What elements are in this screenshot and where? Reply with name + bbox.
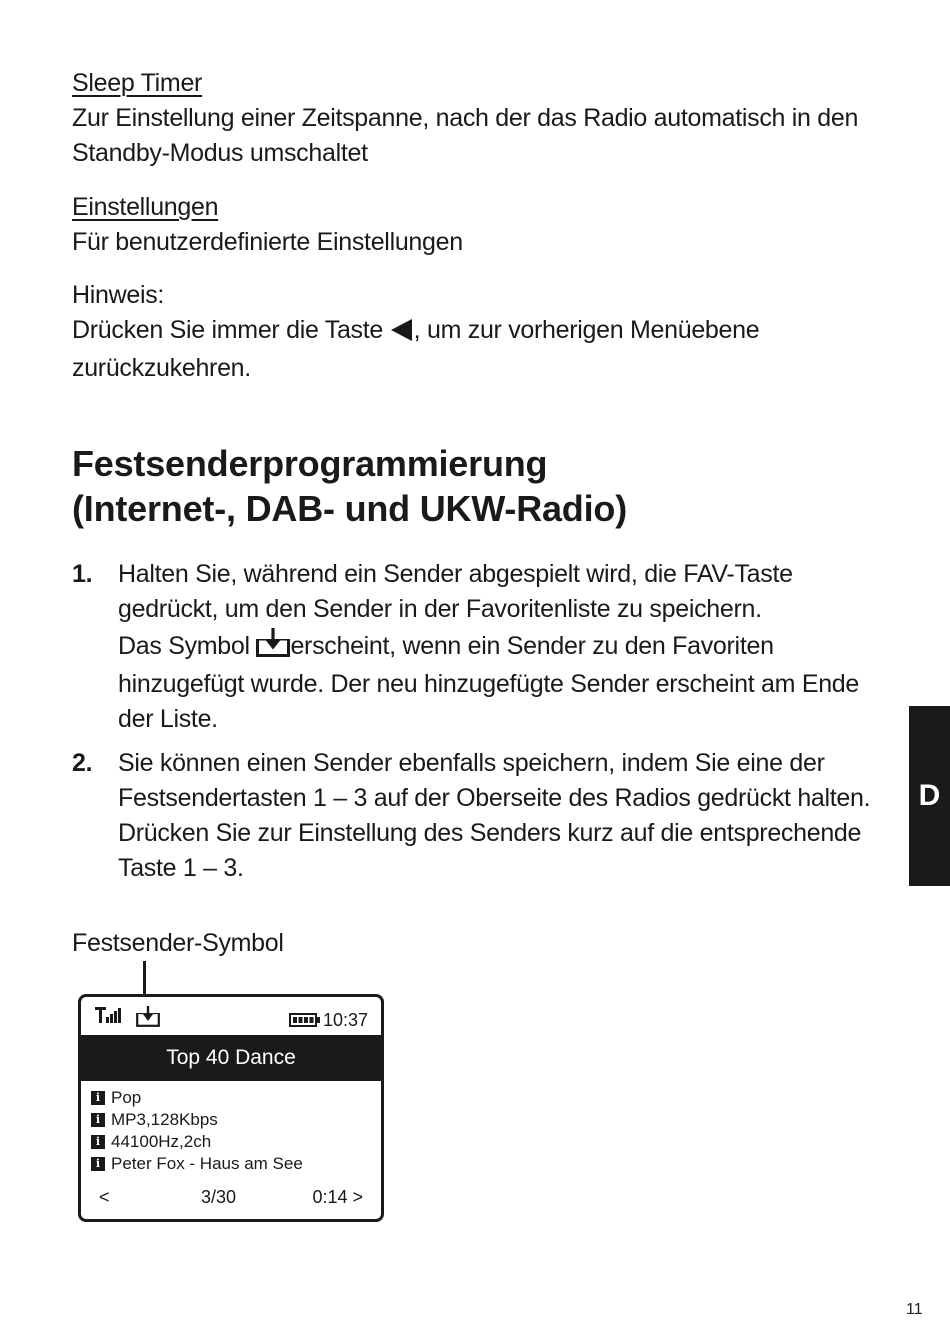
list-item: [72, 746, 892, 886]
heading-line-2: (Internet-, DAB- und UKW-Radio): [72, 488, 627, 529]
display-info-list: [91, 1087, 303, 1175]
display-station-title: Top 40 Dance: [81, 1035, 381, 1081]
favorite-download-icon: [136, 1005, 160, 1032]
sleep-timer-text: Zur Einstellung einer Zeitspanne, nach der das Radio automatisch in den Standby-Modus umschaltet: [72, 104, 859, 167]
list-item: [91, 1109, 303, 1131]
steps-list: [72, 557, 892, 895]
hinweis-text-after: , um zur vorherigen Menüebene zurückzukehren.: [72, 316, 760, 382]
hinweis-text: [72, 313, 882, 386]
info-text: Pop: [111, 1088, 142, 1107]
radio-display-illustration: [78, 994, 384, 1222]
back-triangle-icon: [390, 316, 414, 351]
heading-line-1: Festsenderprogrammierung: [72, 443, 548, 484]
list-item: [91, 1087, 303, 1109]
favorite-download-icon: [256, 627, 290, 667]
hinweis-text-before: Drücken Sie immer die Taste: [72, 316, 384, 344]
elapsed-time: 0:14 >: [312, 1187, 363, 1207]
battery-icon: [289, 1013, 321, 1032]
nav-prev-indicator: <: [99, 1187, 110, 1207]
info-icon: i: [91, 1113, 105, 1127]
sleep-timer-title: Sleep Timer: [72, 69, 203, 97]
hinweis-title: Hinweis:: [72, 281, 165, 309]
step-text-after: erscheint, wenn ein Sender zu den Favoriten hinzugefügt wurde. Der neu hinzugefügte Sender erscheint am Ende der Liste.: [118, 632, 860, 733]
sleep-timer-section: [72, 66, 882, 171]
info-icon: i: [91, 1091, 105, 1105]
step-number: 2.: [72, 749, 93, 777]
step-text-symbol: [118, 627, 892, 737]
info-icon: i: [91, 1157, 105, 1171]
einstellungen-title: Einstellungen: [72, 193, 219, 221]
section-heading: [72, 441, 892, 531]
display-bottom-bar: [81, 1185, 381, 1209]
info-text: Peter Fox - Haus am See: [111, 1154, 303, 1173]
list-item: [91, 1153, 303, 1175]
signal-strength-icon: [95, 1007, 125, 1028]
einstellungen-text: Für benutzerdefinierte Einstellungen: [72, 228, 463, 256]
step-text: Sie können einen Sender ebenfalls speichern, indem Sie eine der Festsendertasten 1 – 3 auf der Oberseite des Radios gedrückt halten. Drücken Sie zur Einstellung des Senders kurz auf die entsprechende Taste 1 – 3.: [118, 749, 871, 882]
display-clock: 10:37: [323, 1010, 369, 1030]
einstellungen-section: [72, 190, 882, 260]
step-number: 1.: [72, 560, 93, 588]
hinweis-section: [72, 278, 882, 386]
page-number: 11: [906, 1301, 923, 1318]
info-text: MP3,128Kbps: [111, 1110, 218, 1129]
list-item: [91, 1131, 303, 1153]
station-position: 3/30: [201, 1187, 237, 1207]
info-icon: i: [91, 1135, 105, 1149]
step-text-before: Das Symbol: [118, 632, 250, 660]
language-tab: D: [909, 706, 950, 886]
figure-caption: Festsender-Symbol: [72, 929, 284, 957]
list-item: [72, 557, 892, 737]
display-status-bar: [81, 997, 381, 1033]
step-text: Halten Sie, während ein Sender abgespielt wird, die FAV-Taste gedrückt, um den Sender in der Favoritenliste zu speichern.: [118, 560, 793, 623]
info-text: 44100Hz,2ch: [111, 1132, 212, 1151]
